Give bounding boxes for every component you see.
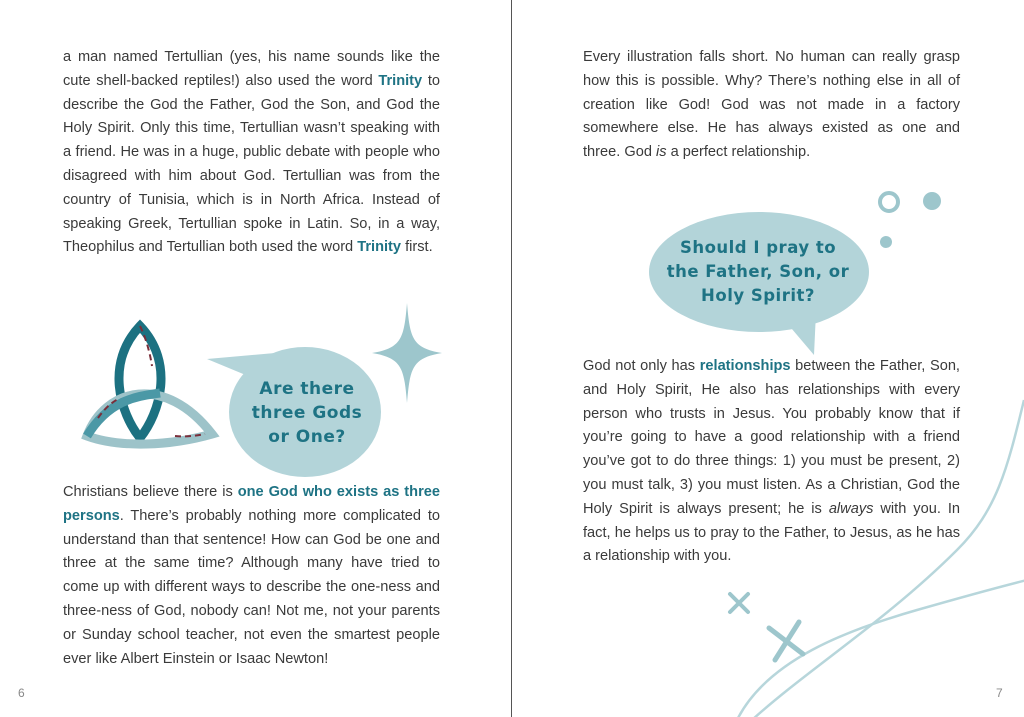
highlight-trinity: Trinity bbox=[357, 239, 402, 256]
sparkle-star-icon bbox=[372, 303, 442, 403]
page-number: 6 bbox=[18, 686, 25, 700]
circle-decoration-icon bbox=[876, 188, 956, 258]
highlight-relationships: relationships bbox=[699, 358, 791, 374]
text-run: Christians believe there is bbox=[63, 484, 238, 500]
right-paragraph-2 bbox=[583, 355, 960, 569]
text-run: with you. In fact, he helps us to pray to the Father, to Jesus, as he has a relationship with you. bbox=[583, 500, 961, 565]
bubble-question bbox=[658, 236, 858, 308]
emphasis: always bbox=[828, 500, 874, 517]
page-number: 7 bbox=[996, 686, 1003, 700]
right-paragraph-1 bbox=[583, 46, 960, 165]
bubble-line: three Gods bbox=[251, 403, 363, 423]
text-run: a man named Tertullian (yes, his name sounds like the cute shell-backed reptiles!) also used the word bbox=[63, 49, 440, 89]
emphasis: is bbox=[656, 144, 667, 161]
cross-decoration-icon bbox=[761, 616, 811, 666]
bubble-line: the Father, Son, or bbox=[666, 262, 850, 281]
highlight-three-persons: one God who exists as three persons bbox=[63, 484, 440, 524]
cross-decoration-icon bbox=[724, 588, 754, 618]
highlight-trinity: Trinity bbox=[378, 72, 423, 89]
bubble-line: or One? bbox=[268, 427, 346, 447]
bubble-question bbox=[232, 377, 382, 449]
right-page bbox=[512, 0, 1024, 717]
bubble-line: Should I pray to bbox=[679, 238, 837, 257]
bubble-line: Are there bbox=[259, 379, 355, 399]
bubble-line: Holy Spirit? bbox=[701, 286, 815, 305]
left-page bbox=[0, 0, 511, 717]
text-run: between the Father, Son, and Holy Spirit, He also has relationships with every person who trusts in Jesus. You probably know that if you’re going to have a good relationship with a friend you’ve got to do three things: 1) you must be present, 2) you must talk, 3) you must listen. As a Christian, God the Holy Spirit is always present; he is bbox=[583, 358, 960, 517]
text-run: first. bbox=[401, 239, 433, 256]
text-run: Every illustration falls short. No human can really grasp how this is possible. Why? There’s nothing else in all of creation like God! God was not made in a factory somewhere else. He has always existed as one and three. God bbox=[583, 49, 960, 161]
text-run: a perfect relationship. bbox=[666, 144, 811, 161]
left-paragraph-2 bbox=[63, 481, 440, 671]
left-paragraph-1 bbox=[63, 46, 440, 260]
text-run: . There’s probably nothing more complicated to understand than that sentence! How can God be one and three at the same time? Although many have tried to come up with different ways to describe the one-ness and three-ness of God, nobody can! Not me, not your parents or Sunday school teacher, not even the smartest people ever like Albert Einstein or Isaac Newton! bbox=[63, 507, 440, 667]
text-run: God not only has bbox=[583, 358, 700, 374]
text-run: to describe the God the Father, God the Son, and God the Holy Spirit. Only this time, Tertullian wasn’t speaking with a friend. He was in a huge, public debate with people who disagreed with him about God. Tertullian was from the country of Tunisia, which is in North Africa. Instead of speaking Greek, Tertullian spoke in Latin. So, in a way, Theophilus and Tertullian both used the word bbox=[63, 72, 440, 256]
